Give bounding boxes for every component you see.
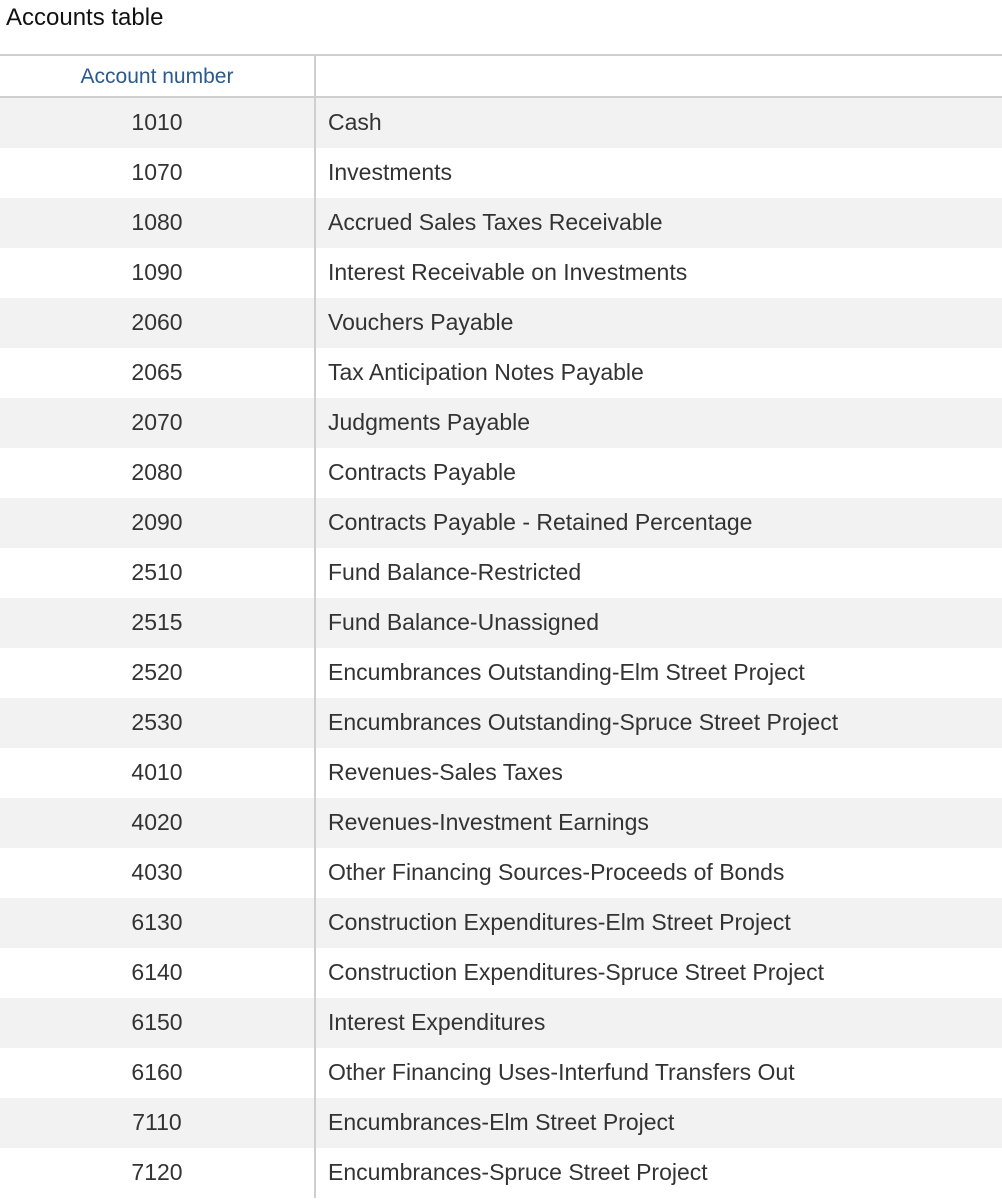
account-name-cell: Contracts Payable - Retained Percentage [328,509,753,535]
table-row [0,198,1002,248]
account-number-cell: 2090 [0,498,316,548]
table-row [0,548,1002,598]
account-number-cell: 4010 [0,748,316,798]
account-number-cell: 6150 [0,998,316,1048]
table-header-row [0,54,1002,98]
account-name-cell: Encumbrances-Spruce Street Project [328,1159,708,1185]
account-number-cell: 2510 [0,548,316,598]
account-number-cell: 1090 [0,248,316,298]
table-row [0,748,1002,798]
account-name-cell: Fund Balance-Unassigned [328,609,600,635]
account-number-cell: 2080 [0,448,316,498]
column-header-account-number: Account number [0,56,316,96]
table-row [0,298,1002,348]
account-number-cell: 2515 [0,598,316,648]
table-row [0,498,1002,548]
account-number-cell: 7120 [0,1148,316,1198]
account-number-cell: 1010 [0,98,316,148]
account-number-cell: 6140 [0,948,316,998]
account-name-cell: Construction Expenditures-Spruce Street Project [328,959,825,985]
account-number-cell: 6130 [0,898,316,948]
table-row [0,398,1002,448]
account-name-cell: Interest Expenditures [328,1009,546,1035]
table-row [0,1148,1002,1198]
account-name-cell: Judgments Payable [328,409,531,435]
account-name-cell: Fund Balance-Restricted [328,559,582,585]
account-name-cell: Revenues-Investment Earnings [328,809,649,835]
table-row [0,998,1002,1048]
table-row [0,98,1002,148]
account-name-cell: Investments [328,159,452,185]
table-row [0,1048,1002,1098]
table-row [0,848,1002,898]
account-name-cell: Accrued Sales Taxes Receivable [328,209,663,235]
account-number-cell: 2060 [0,298,316,348]
table-body [0,98,1002,1198]
account-number-cell: 1080 [0,198,316,248]
table-caption: Accounts table [6,4,164,31]
table-row [0,648,1002,698]
account-name-cell: Encumbrances Outstanding-Elm Street Project [328,659,805,685]
table-row [0,248,1002,298]
account-number-cell: 1070 [0,148,316,198]
table-row [0,898,1002,948]
table-row [0,698,1002,748]
accounts-table [0,54,1002,1198]
account-name-cell: Revenues-Sales Taxes [328,759,563,785]
account-number-cell: 6160 [0,1048,316,1098]
account-number-cell: 2530 [0,698,316,748]
account-name-cell: Other Financing Uses-Interfund Transfers Out [328,1059,795,1085]
account-number-cell: 7110 [0,1098,316,1148]
account-name-cell: Cash [328,109,382,135]
table-row [0,348,1002,398]
account-name-cell: Contracts Payable [328,459,516,485]
account-number-cell: 2520 [0,648,316,698]
column-header-account-name [316,56,1002,96]
account-name-cell: Interest Receivable on Investments [328,259,688,285]
account-number-cell: 2070 [0,398,316,448]
table-row [0,948,1002,998]
account-name-cell: Tax Anticipation Notes Payable [328,359,644,385]
account-name-cell: Encumbrances Outstanding-Spruce Street Project [328,709,839,735]
account-name-cell: Construction Expenditures-Elm Street Project [328,909,791,935]
account-name-cell: Encumbrances-Elm Street Project [328,1109,675,1135]
account-number-cell: 2065 [0,348,316,398]
table-row [0,448,1002,498]
table-row [0,1098,1002,1148]
account-name-cell: Vouchers Payable [328,309,514,335]
table-row [0,798,1002,848]
account-number-cell: 4020 [0,798,316,848]
account-number-cell: 4030 [0,848,316,898]
table-row [0,148,1002,198]
table-row [0,598,1002,648]
account-name-cell: Other Financing Sources-Proceeds of Bonds [328,859,785,885]
